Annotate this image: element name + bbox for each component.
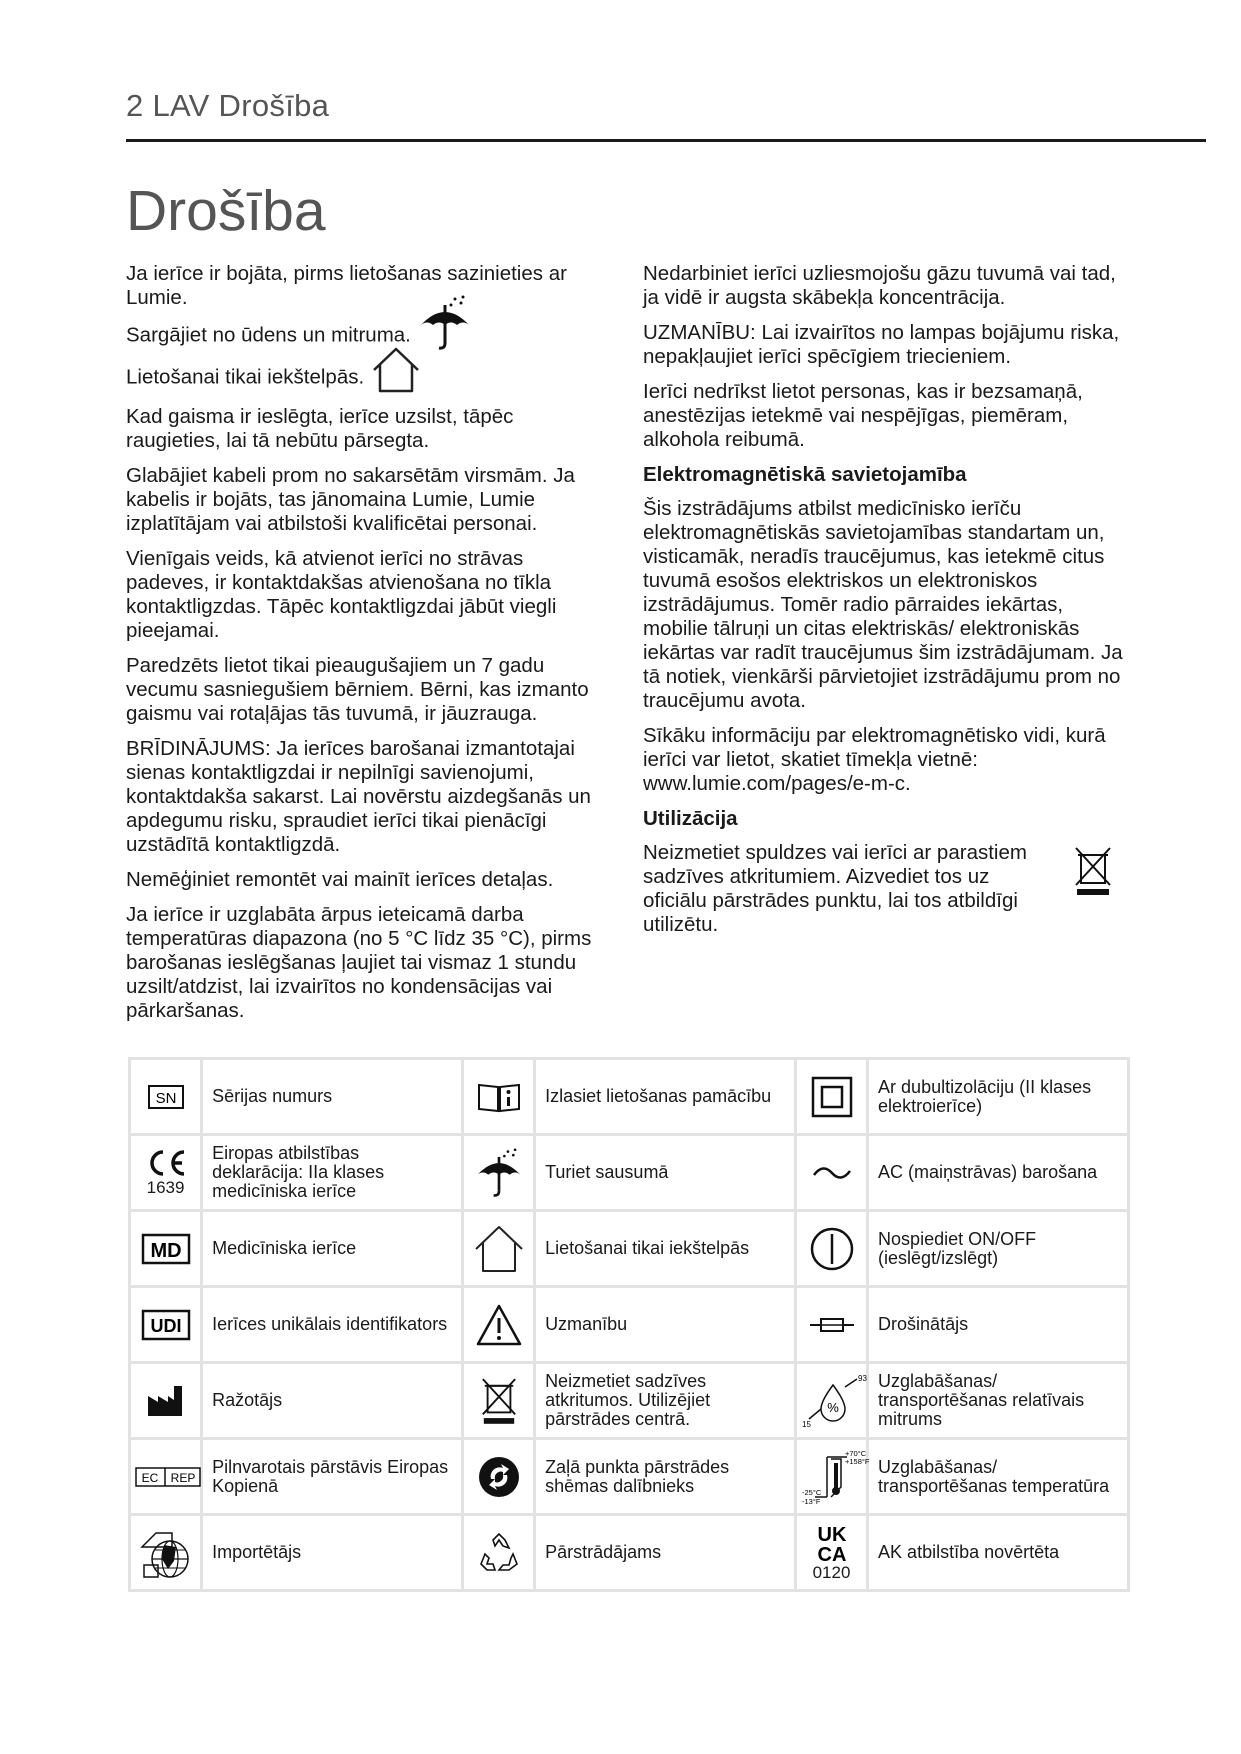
paragraph-emc-web: Sīkāku informāciju par elektromagnētisko vidi, kurā ierīci var lietot, skatiet tīmekļa vietnē: www.lumie.com/pages/e-m-c. — [643, 724, 1106, 795]
symbol-label: Lietošanai tikai iekštelpās — [535, 1211, 796, 1287]
symbol-label: Pārstrādājams — [535, 1515, 796, 1591]
ukca-approved-body-number: 0120 — [812, 1563, 851, 1582]
table-row — [130, 1439, 1129, 1515]
symbol-label: Importētājs — [202, 1515, 463, 1591]
left-column — [126, 262, 600, 1034]
paragraph-disposal: Neizmetiet spuldzes vai ierīci ar parastiem sadzīves atkritumiem. Aizvediet tos uz oficiālu pārstrādes punktu, lai tos atbildīgi utilizētu. — [643, 841, 1027, 936]
medical-device-icon — [130, 1211, 202, 1287]
symbol-label: Izlasiet lietošanas pamācību — [535, 1059, 796, 1135]
power-switch-icon — [795, 1211, 867, 1287]
temperature-limit-icon — [795, 1439, 870, 1515]
house-icon — [370, 346, 422, 394]
fuse-icon — [795, 1287, 867, 1363]
symbol-label: Uzglabāšanas/ transportēšanas temperatūra — [868, 1439, 1129, 1515]
paragraph-heat: Kad gaisma ir ieslēgta, ierīce uzsilst, tāpēc raugieties, lai tā nebūtu pārsegta. — [126, 405, 514, 452]
disposal-block — [643, 841, 1123, 937]
disposal-heading: Utilizācija — [643, 807, 738, 830]
symbol-label: Uzglabāšanas/ transportēšanas relatīvais mitrums — [868, 1363, 1129, 1439]
symbol-label: Eiropas atbilstības deklarācija: IIa klases medicīniska ierīce — [202, 1135, 463, 1211]
manufacturer-icon — [130, 1363, 202, 1439]
svg-text:CA: CA — [817, 1544, 846, 1566]
symbols-table — [128, 1057, 1130, 1592]
svg-text:SN: SN — [155, 1089, 176, 1107]
page-header: 2 LAV Drošība — [126, 88, 330, 123]
serial-number-icon — [130, 1059, 202, 1135]
symbol-label: Drošinātājs — [868, 1287, 1129, 1363]
ce-notified-body-number: 1639 — [146, 1178, 185, 1197]
paragraph-warning: BRĪDINĀJUMS: Ja ierīces barošanai izmantotajai sienas kontaktligzdai ir nepilnīgi savienojumi, kontaktdakša sakarst. Lai novērstu aizdegšanās un apdegumu risku, spraudiet ierīci tikai pienācīgi uzstādītā kontaktligzdā. — [126, 737, 591, 856]
importer-icon — [130, 1515, 202, 1591]
double-insulation-icon — [795, 1059, 867, 1135]
paragraph-no-repair: Nemēģiniet remontēt vai mainīt ierīces detaļas. — [126, 868, 554, 891]
paragraph-emc: Šis izstrādājums atbilst medicīnisko ierīču elektromagnētiskās savietojamības standartam un, visticamāk, neradīs traucējumus, kas ietekmē citus tuvumā esošos elektriskos un elektroniskos izstrādājumus. Tomēr radio pārraides iekārtas, mobilie tālruņi un citas elektriskās/ elektroniskās iekārtas var radīt traucējumus šim izstrādājumam. Ja tā notiek, vienkārši pārvietojiet izstrādājumu prom no traucējumu avota. — [643, 497, 1123, 712]
indoor-use-icon — [462, 1211, 534, 1287]
svg-text:+70°C: +70°C — [844, 1448, 867, 1458]
symbol-label: Turiet sausumā — [535, 1135, 796, 1211]
table-row — [130, 1059, 1129, 1135]
green-dot-icon — [462, 1439, 534, 1515]
udi-icon — [130, 1287, 202, 1363]
svg-text:93: 93 — [857, 1373, 867, 1383]
symbol-label: Medicīniska ierīce — [202, 1211, 463, 1287]
svg-text:15: 15 — [801, 1419, 811, 1429]
table-row — [130, 1363, 1129, 1439]
emc-heading: Elektromagnētiskā savietojamība — [643, 463, 967, 486]
paragraph-indoor: Lietošanai tikai iekštelpās. — [126, 362, 600, 394]
svg-text:-25°C: -25°C — [801, 1487, 822, 1497]
umbrella-icon — [417, 295, 473, 351]
ce-mark-icon — [130, 1135, 202, 1211]
ec-rep-icon — [130, 1439, 202, 1515]
weee-bin-icon — [462, 1363, 534, 1439]
symbol-label: Pilnvarotais pārstāvis Eiropas Kopienā — [202, 1439, 463, 1515]
symbol-label: Ar dubultizolāciju (II klases elektroierīce) — [868, 1059, 1129, 1135]
paragraph-disconnect: Vienīgais veids, kā atvienot ierīci no strāvas padeves, ir kontaktdakšas atvienošana no tīkla kontaktligzdas. Tāpēc kontaktligzdai jābūt viegli pieejamai. — [126, 547, 557, 642]
table-row — [130, 1287, 1129, 1363]
svg-text:REP: REP — [170, 1470, 196, 1485]
read-instructions-icon — [462, 1059, 534, 1135]
page-title: Drošība — [126, 179, 326, 243]
right-column — [643, 262, 1123, 948]
paragraph-cable: Glabājiet kabeli prom no sakarsētām virsmām. Ja kabelis ir bojāts, tas jānomaina Lumie, Lumie izplatītājam vai atbilstoši kvalificētai personai. — [126, 464, 575, 535]
table-row — [130, 1515, 1129, 1591]
svg-text:EC: EC — [141, 1470, 159, 1485]
symbol-label: Uzmanību — [535, 1287, 796, 1363]
symbol-label: Neizmetiet sadzīves atkritumos. Utilizējiet pārstrādes centrā. — [535, 1363, 796, 1439]
paragraph-caution: UZMANĪBU: Lai izvairītos no lampas bojājumu riska, nepakļaujiet ierīci spēcīgiem triecieniem. — [643, 321, 1120, 368]
svg-text:-13°F: -13°F — [801, 1496, 821, 1506]
ac-power-icon — [795, 1135, 867, 1211]
paragraph-persons: Ierīci nedrīkst lietot personas, kas ir bezsamaņā, anestēzijas ietekmē vai nespējīgas, piemēram, alkohola reibumā. — [643, 380, 1083, 451]
paragraph-contact: Ja ierīce ir bojāta, pirms lietošanas sazinieties ar Lumie. — [126, 262, 567, 309]
symbol-label: Ražotājs — [202, 1363, 463, 1439]
svg-text:MD: MD — [149, 1239, 182, 1262]
svg-text:%: % — [827, 1399, 839, 1415]
symbol-label: Zaļā punkta pārstrādes shēmas dalībnieks — [535, 1439, 796, 1515]
svg-text:UDI: UDI — [150, 1315, 182, 1336]
weee-bin-icon — [1073, 845, 1113, 897]
symbol-label: Ierīces unikālais identifikators — [202, 1287, 463, 1363]
header-divider — [126, 139, 1206, 142]
recycle-icon — [462, 1515, 534, 1591]
paragraph-temperature: Ja ierīce ir uzglabāta ārpus ieteicamā darba temperatūras diapazona (no 5 °C līdz 35 °C), pirms barošanas ieslēgšanas ļaujiet tai vismaz 1 stundu uzsilt/atdzist, lai izvairītos no kondensācijas vai pārkaršanas. — [126, 903, 592, 1022]
warning-icon — [462, 1287, 534, 1363]
paragraph-children: Paredzēts lietot tikai pieaugušajiem un 7 gadu vecumu sasniegušiem bērniem. Bērni, kas izmanto gaismu vai rotaļājas tās tuvumā, ir jāuzrauga. — [126, 654, 589, 725]
table-row — [130, 1135, 1129, 1211]
ukca-icon — [795, 1515, 867, 1591]
paragraph-water: Sargājiet no ūdens un mitruma. — [126, 321, 600, 351]
symbol-label: Nospiediet ON/OFF (ieslēgt/izslēgt) — [868, 1211, 1129, 1287]
symbol-label: AK atbilstība novērtēta — [868, 1515, 1129, 1591]
humidity-icon — [795, 1363, 867, 1439]
svg-text:UK: UK — [817, 1524, 846, 1546]
svg-text:+158°F: +158°F — [844, 1456, 870, 1466]
symbol-label: Sērijas numurs — [202, 1059, 463, 1135]
table-row — [130, 1211, 1129, 1287]
symbol-label: AC (maiņstrāvas) barošana — [868, 1135, 1129, 1211]
paragraph-flammable: Nedarbiniet ierīci uzliesmojošu gāzu tuvumā vai tad, ja vidē ir augsta skābekļa koncentrācija. — [643, 262, 1116, 309]
umbrella-icon — [462, 1135, 534, 1211]
